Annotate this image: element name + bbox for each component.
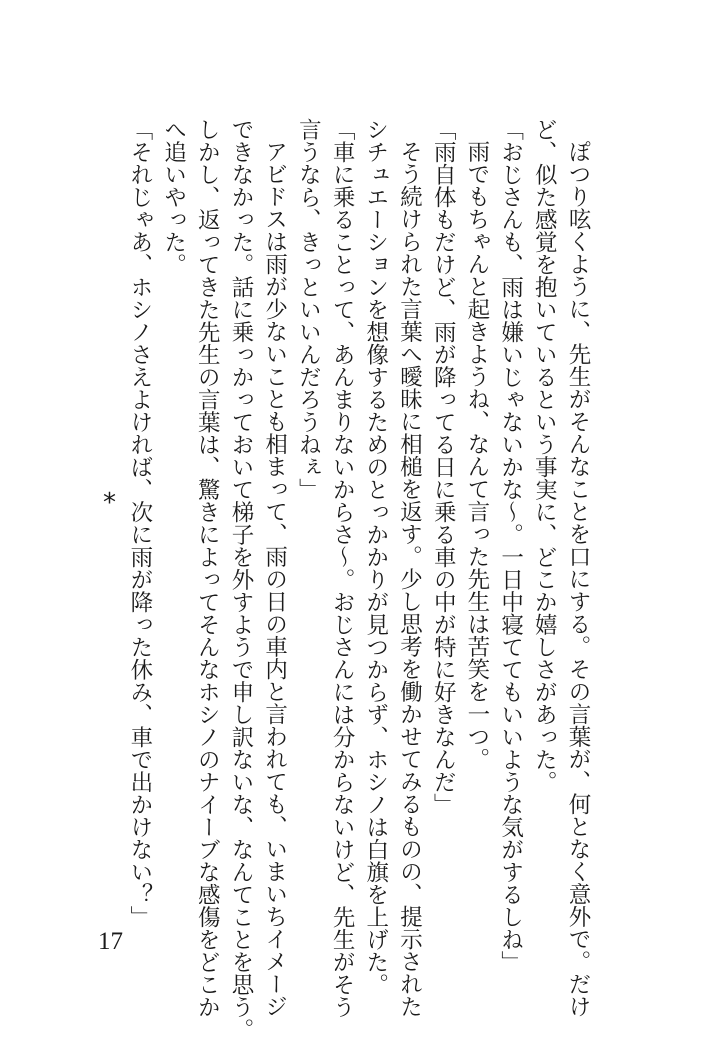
text-line: 「おじさんも、雨は嫌いじゃないかな～。一日中寝ててもいいような気がするしね」 bbox=[497, 118, 524, 973]
page-body bbox=[122, 118, 594, 1041]
text-line: ど、似た感覚を抱いているという事実に、どこか嬉しさがあった。 bbox=[531, 118, 558, 793]
text-line: 「車に乗ることって、あんまりないからさ～。おじさんには分からないけど、先生がそう bbox=[329, 118, 356, 1018]
text-line: 言うなら、きっといいんだろうねぇ」 bbox=[295, 118, 322, 501]
text-line: シチュエーションを想像するためのとっかかりが見つからず、ホシノは白旗を上げた。 bbox=[362, 118, 389, 996]
text-line: できなかった。話に乗っかっておいて梯子を外すようで申し訳ないな、なんてことを思う。 bbox=[227, 118, 254, 1041]
page-number: 17 bbox=[98, 928, 123, 955]
text-line: そう続けられた言葉へ曖昧に相槌を返す。少し思考を働かせてみるものの、提示された bbox=[396, 140, 423, 1018]
text-line: アビドスは雨が少ないことも相まって、雨の日の車内と言われても、いまいちイメージ bbox=[261, 140, 288, 1018]
text-line: へ追いやった。 bbox=[160, 118, 187, 276]
section-break-asterisk: * bbox=[103, 488, 116, 518]
text-line: 「それじゃあ、ホシノさえよければ、次に雨が降った休み、車で出かけない？」 bbox=[126, 118, 153, 928]
text-line: 「雨自体もだけど、雨が降ってる日に乗る車の中が特に好きなんだ」 bbox=[430, 118, 457, 816]
text-line: 雨でもちゃんと起きようね、なんて言った先生は苦笑を一つ。 bbox=[463, 140, 490, 770]
text-line: ぽつり呟くように、先生がそんなことを口にする。その言葉が、何となく意外で。だけ bbox=[565, 140, 591, 1018]
text-line: しかし、返ってきた先生の言葉は、驚きによってそんなホシノのナイーブな感傷をどこか bbox=[194, 118, 221, 1018]
